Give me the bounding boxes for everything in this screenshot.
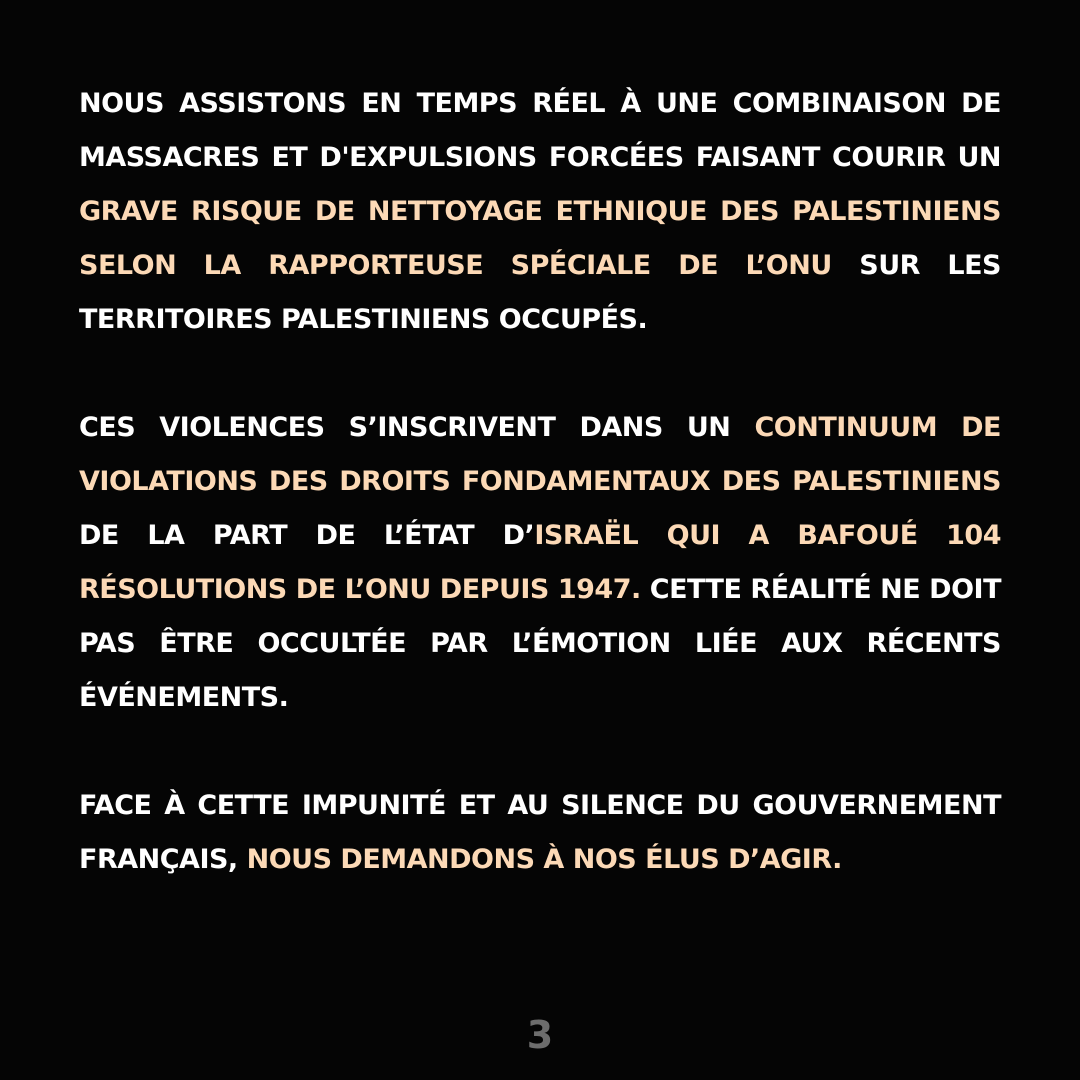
highlighted-text-segment: GRAVE RISQUE DE NETTOYAGE ETHNIQUE DES PALESTINIENS SELON LA RAPPORTEUSE SPÉCIALE DE L’ONU (79, 196, 1001, 281)
paragraph-ethnic-cleansing (79, 77, 1001, 347)
text-segment: CETTE RÉALITÉ NE DOIT PAS ÊTRE OCCULTÉE PAR L’ÉMOTION LIÉE AUX RÉCENTS ÉVÉNEMENTS. (79, 574, 1001, 713)
highlighted-text-segment: NOUS DEMANDONS À NOS ÉLUS D’AGIR. (246, 844, 842, 875)
page-number: 3 (526, 1013, 554, 1057)
body-text (79, 77, 1001, 941)
text-segment: SUR LES TERRITOIRES PALESTINIENS OCCUPÉS. (79, 250, 1001, 335)
text-segment: DE LA PART DE L’ÉTAT D’ (79, 520, 535, 551)
highlighted-text-segment: ISRAËL QUI A BAFOUÉ 104 RÉSOLUTIONS DE L’ONU DEPUIS 1947. (79, 520, 1001, 605)
paragraph-violations (79, 401, 1001, 725)
highlighted-text-segment: CONTINUUM DE VIOLATIONS DES DROITS FONDAMENTAUX DES PALESTINIENS (79, 412, 1001, 497)
text-segment: CES VIOLENCES S’INSCRIVENT DANS UN (79, 412, 755, 443)
text-segment: NOUS ASSISTONS EN TEMPS RÉEL À UNE COMBINAISON DE MASSACRES ET D'EXPULSIONS FORCÉES FAISANT COURIR UN (79, 88, 1001, 173)
text-segment: FACE À CETTE IMPUNITÉ ET AU SILENCE DU GOUVERNEMENT FRANÇAIS, (79, 790, 1001, 875)
paragraph-call-to-action (79, 779, 1001, 887)
